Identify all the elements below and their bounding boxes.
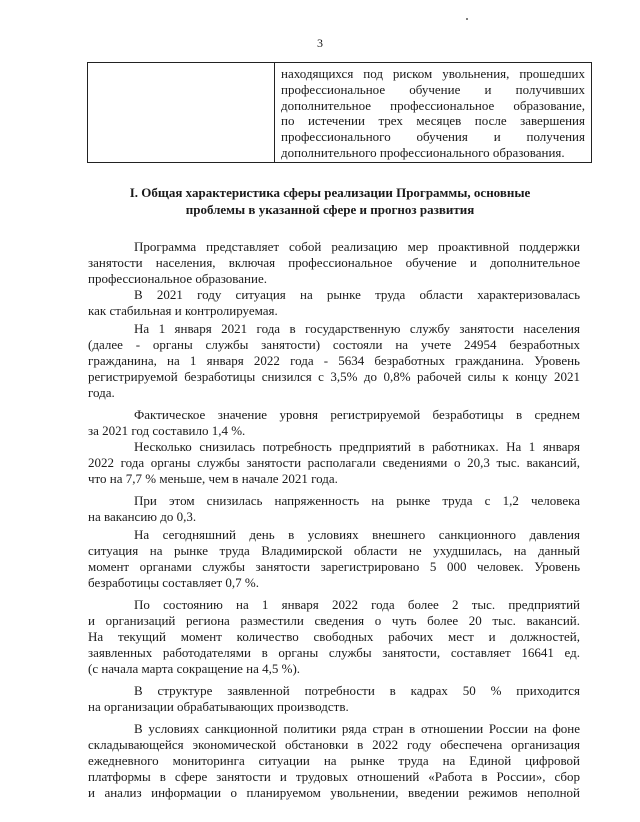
- text-line: складывающейся экономической обстановки в 2022 году обеспечена организация: [88, 737, 580, 752]
- text-line: На 1 января 2021 года в государственную службу занятости населения: [134, 321, 580, 336]
- paragraph: [88, 239, 580, 287]
- table-cell-line: профессиональное обучение и получивших: [281, 81, 585, 97]
- text-line: что на 7,7 % меньше, чем в начале 2021 года.: [88, 471, 338, 486]
- text-line: При этом снизилась напряженность на рынке труда с 1,2 человека: [134, 493, 580, 508]
- text-line: за 2021 год составило 1,4 %.: [88, 423, 246, 438]
- paragraph: [88, 321, 580, 401]
- section-heading-line: проблемы в указанной сфере и прогноз развития: [185, 201, 475, 217]
- text-line: профессиональное образование.: [88, 271, 267, 286]
- text-line: безработицы составляет 0,7 %.: [88, 575, 259, 590]
- text-line: Программа представляет собой реализацию мер проактивной поддержки: [134, 239, 580, 254]
- scan-speck: [466, 18, 468, 20]
- text-line: Фактическое значение уровня регистрируемой безработицы в среднем: [134, 407, 580, 422]
- text-line: на организации обрабатывающих производств.: [88, 699, 349, 714]
- table-cell-empty: [88, 63, 275, 163]
- body-text: [88, 239, 580, 801]
- table-cell-text: [275, 63, 592, 163]
- paragraph: [88, 407, 580, 439]
- text-line: заявленных работодателями в органы службы занятости, составляет 16641 ед.: [88, 645, 580, 660]
- text-line: На текущий момент количество свободных рабочих мест и должностей,: [88, 629, 580, 644]
- paragraph: [88, 287, 580, 319]
- page-number: 3: [317, 36, 323, 50]
- text-line: (с начала марта сокращение на 4,5 %).: [88, 661, 301, 676]
- section-heading-line: I. Общая характеристика сферы реализации Программы, основные: [129, 185, 531, 200]
- section-heading: [100, 185, 560, 218]
- paragraph: [88, 683, 580, 715]
- table-cell-line: дополнительное профессиональное образование,: [281, 97, 585, 113]
- text-line: В структуре заявленной потребности в кадрах 50 % приходится: [134, 683, 580, 698]
- text-line: на вакансию до 0,3.: [88, 509, 197, 524]
- text-line: В условиях санкционной политики ряда стран в отношении России на фоне: [134, 721, 580, 736]
- table-row: [88, 63, 592, 163]
- text-line: года.: [88, 385, 115, 400]
- paragraph: [88, 439, 580, 487]
- text-line: Несколько снизилась потребность предприятий в работниках. На 1 января: [134, 439, 580, 454]
- text-line: В 2021 году ситуация на рынке труда области характеризовалась: [134, 287, 580, 302]
- text-line: и анализ информации о планируемом увольнении, введении режимов неполной: [88, 785, 580, 800]
- text-line: момент органами службы занятости зарегистрировано 5 000 человек. Уровень: [88, 559, 580, 574]
- text-line: 2022 года органы службы занятости располагали сведениями о 20,3 тыс. вакансий,: [88, 455, 580, 470]
- table-cell-line: находящихся под риском увольнения, прошедших: [281, 66, 585, 81]
- paragraph: [88, 527, 580, 591]
- text-line: гражданина, на 1 января 2022 года - 5634 безработных гражданина. Уровень: [88, 353, 580, 368]
- text-line: и организаций региона разместили сведения о чуть более 20 тыс. вакансий.: [88, 613, 580, 628]
- text-line: По состоянию на 1 января 2022 года более 2 тыс. предприятий: [134, 597, 580, 612]
- text-line: как стабильная и контролируемая.: [88, 303, 278, 318]
- text-line: ситуация на рынке труда Владимирской области не ухудшилась, на данный: [88, 543, 580, 558]
- continuation-table: [87, 62, 592, 163]
- table-cell-line: дополнительного профессионального образования.: [281, 144, 565, 160]
- table-cell-line: профессионального обучения и получения: [281, 129, 585, 145]
- paragraph: [88, 597, 580, 677]
- text-line: ежедневного мониторинга ситуации на рынке труда на Единой цифровой: [88, 753, 580, 768]
- text-line: платформы в сфере занятости и трудовых отношений «Работа в России», сбор: [88, 769, 580, 784]
- paragraph: [88, 721, 580, 801]
- text-line: На сегодняшний день в условиях внешнего санкционного давления: [134, 527, 580, 542]
- text-line: регистрируемой безработицы снизился с 3,5% до 0,8% рабочей силы к концу 2021: [88, 369, 580, 384]
- text-line: занятости населения, включая профессиональное обучение и дополнительное: [88, 255, 580, 270]
- text-line: (далее - органы службы занятости) состояли на учете 24954 безработных: [88, 337, 580, 352]
- table-cell-line: по истечении трех месяцев после завершения: [281, 113, 585, 129]
- paragraph: [88, 493, 580, 525]
